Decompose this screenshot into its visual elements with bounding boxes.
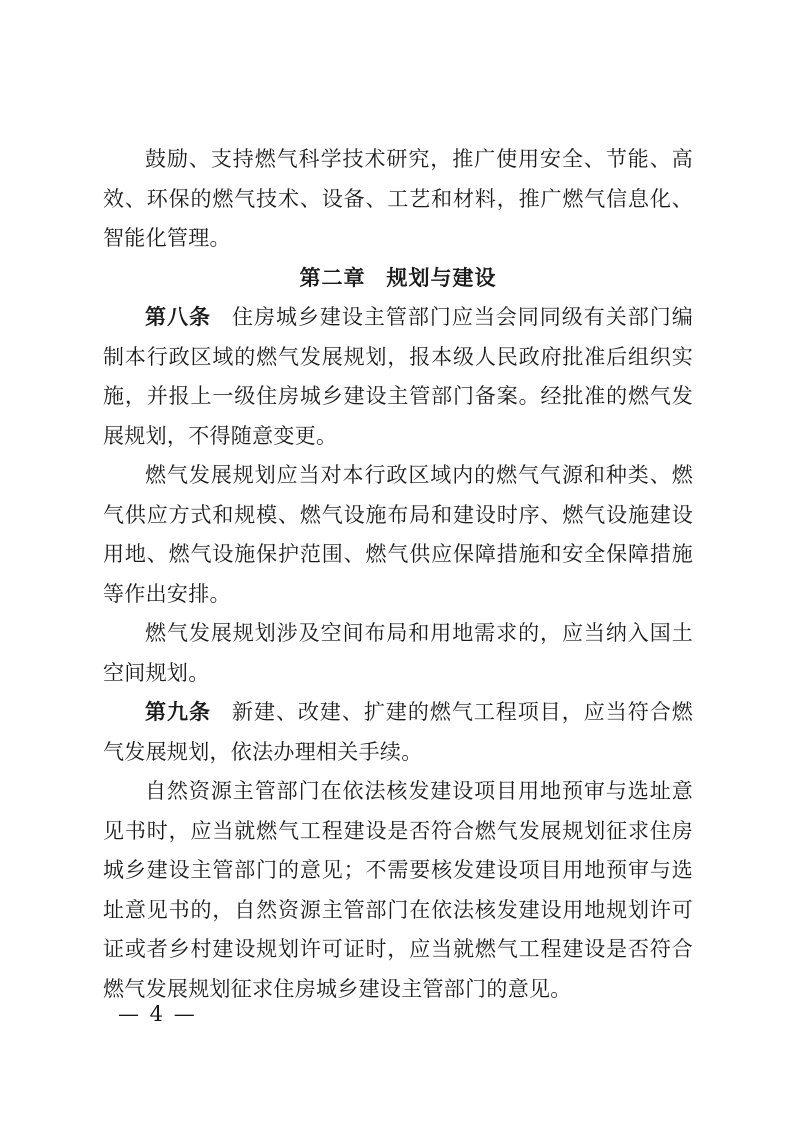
article-8-label: 第八条: [145, 305, 211, 329]
article-9-paragraph-2: 自然资源主管部门在依法核发建设项目用地预审与选址意见书时，应当就燃气工程建设是否符合燃气发展规划征求住房城乡建设主管部门的意见；不需要核发建设项目用地预审与选址意见书的，自然资源主管部门在依法核发建设用地规划许可证或者乡村建设规划许可证时，应当就燃气工程建设是否符合燃气发展规划征求住房城乡建设主管部门的意见。: [103, 779, 693, 1001]
article-9-text: 新建、改建、扩建的燃气工程项目，应当符合燃气发展规划，依法办理相关手续。: [103, 700, 693, 764]
article-8-text: 住房城乡建设主管部门应当会同同级有关部门编制本行政区域的燃气发展规划，报本级人民政府批准后组织实施，并报上一级住房城乡建设主管部门备案。经批准的燃气发展规划，不得随意变更。: [103, 305, 693, 448]
chapter-name: 规划与建设: [386, 265, 497, 290]
document-body: [103, 140, 693, 1009]
article-8-paragraph: [103, 298, 693, 456]
chapter-heading: [103, 259, 693, 299]
page-number: — 4 —: [118, 1002, 197, 1026]
article-8-paragraph-2: 燃气发展规划应当对本行政区域内的燃气气源和种类、燃气供应方式和规模、燃气设施布局和建设时序、燃气设施建设用地、燃气设施保护范围、燃气供应保障措施和安全保障措施等作出安排。: [103, 463, 693, 606]
chapter-number: 第二章: [299, 265, 366, 290]
article-9-paragraph: [103, 693, 693, 772]
paragraph-promote-technology: 鼓励、支持燃气科学技术研究，推广使用安全、节能、高效、环保的燃气技术、设备、工艺和材料，推广燃气信息化、智能化管理。: [103, 147, 693, 250]
article-8-paragraph-3: 燃气发展规划涉及空间布局和用地需求的，应当纳入国土空间规划。: [103, 621, 693, 685]
article-9-label: 第九条: [145, 700, 211, 724]
